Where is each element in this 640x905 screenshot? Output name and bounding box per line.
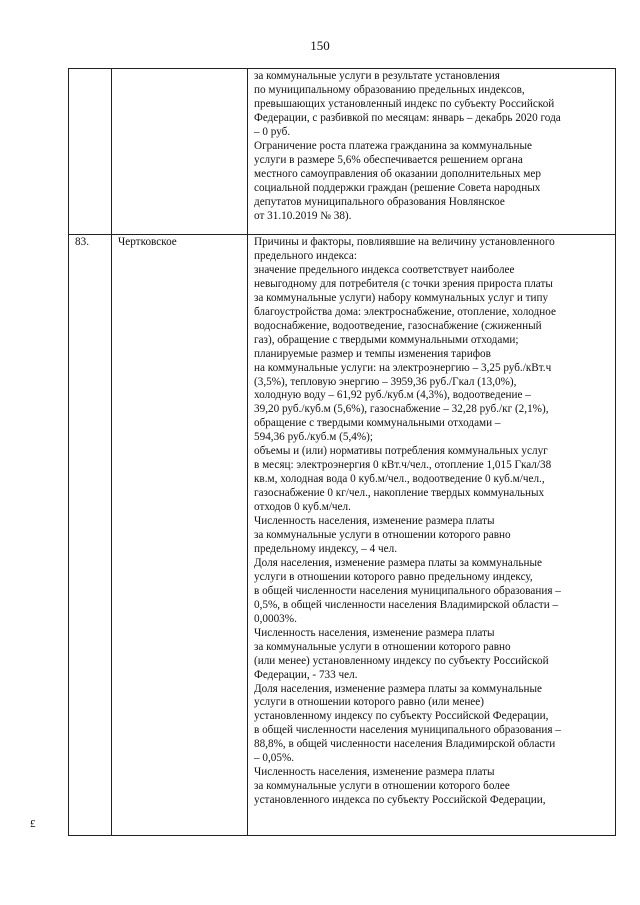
text-line: Доля населения, изменение размера платы за коммунальные: [254, 556, 542, 569]
description-text: [248, 69, 615, 223]
description-cell: [248, 69, 616, 235]
text-line: Численность населения, изменение размера платы: [254, 626, 495, 639]
text-line: газ), обращение с твердыми коммунальными отходами;: [254, 333, 519, 346]
text-line: обращение с твердыми коммунальными отходами –: [254, 417, 501, 430]
text-line: в месяц: электроэнергия 0 кВт.ч/чел., отопление 1,015 Гкал/38: [254, 459, 552, 472]
text-line: – 0 руб.: [254, 125, 291, 138]
document-table: [68, 68, 616, 836]
text-line: Причины и факторы, повлиявшие на величину установленного: [254, 236, 555, 248]
text-line: холодную воду – 61,92 руб./куб.м (4,3%), водоотведение –: [254, 389, 531, 402]
text-line: в общей численности населения муниципального образования –: [254, 584, 561, 597]
text-line: 88,8%, в общей численности населения Владимирской области: [254, 738, 556, 751]
text-line: значение предельного индекса соответствует наиболее: [254, 263, 515, 276]
text-line: объемы и (или) нормативы потребления коммунальных услуг: [254, 445, 548, 458]
text-line: планируемые размер и темпы изменения тарифов: [254, 347, 491, 360]
text-line: невыгодному для потребителя (с точки зрения прироста платы: [254, 277, 553, 290]
text-line: 39,20 руб./куб.м (5,6%), газоснабжение – 32,28 руб./кг (2,1%),: [254, 403, 549, 416]
text-line: Численность населения, изменение размера платы: [254, 515, 495, 528]
text-line: установленному индексу по субъекту Российской Федерации,: [254, 710, 549, 723]
table-row-83: [69, 235, 616, 836]
text-line: социальной поддержки граждан (решение Совета народных: [254, 181, 541, 194]
row-number-cell: [69, 235, 112, 836]
text-line: кв.м, холодная вода 0 куб.м/чел., водоотведение 0 куб.м/чел.,: [254, 473, 545, 486]
text-line: Ограничение роста платежа гражданина за коммунальные: [254, 139, 532, 152]
text-line: за коммунальные услуги в отношении которого равно: [254, 529, 511, 542]
text-line: 0,0003%.: [254, 612, 297, 625]
text-line: отходов 0 куб.м/чел.: [254, 501, 351, 514]
margin-mark: £: [30, 818, 36, 830]
text-line: превышающих установленный индекс по субъекту Российской: [254, 97, 555, 110]
text-line: за коммунальные услуги в отношении которого равно: [254, 640, 511, 653]
description-cell: [248, 235, 616, 836]
text-line: услуги в отношении которого равно предельному индексу,: [254, 570, 533, 583]
description-text: [248, 235, 615, 808]
text-line: депутатов муниципального образования Новлянское: [254, 195, 505, 208]
municipality-name-cell: [112, 235, 248, 836]
text-line: 594,36 руб./куб.м (5,4%);: [254, 431, 374, 444]
row-number: [69, 69, 111, 70]
text-line: услуги в размере 5,6% обеспечивается решением органа: [254, 153, 523, 166]
text-line: Численность населения, изменение размера платы: [254, 766, 495, 779]
municipality-name-cell: [112, 69, 248, 235]
row-number-cell: [69, 69, 112, 235]
text-line: местного самоуправления об оказании дополнительных мер: [254, 167, 541, 180]
row-number: 83.: [75, 236, 89, 248]
municipality-name: Чертковское: [118, 236, 177, 248]
text-line: – 0,05%.: [254, 752, 295, 765]
text-line: за коммунальные услуги в результате установления: [254, 70, 500, 82]
table-row-continuation: [69, 69, 616, 235]
municipality-name: [112, 69, 247, 70]
text-line: Федерации, - 733 чел.: [254, 668, 358, 681]
text-line: газоснабжение 0 кг/чел., накопление твердых коммунальных: [254, 487, 545, 500]
text-line: (3,5%), тепловую энергию – 3959,36 руб./Гкал (13,0%),: [254, 375, 517, 388]
text-line: за коммунальные услуги) набору коммунальных услуг и типу: [254, 291, 549, 304]
text-line: Федерации, с разбивкой по месяцам: январь – декабрь 2020 года: [254, 111, 561, 124]
text-line: благоустройства дома: электроснабжение, отопление, холодное: [254, 305, 556, 318]
text-line: водоснабжение, водоотведение, газоснабжение (сжиженный: [254, 319, 542, 332]
text-line: предельному индексу, – 4 чел.: [254, 542, 398, 555]
text-line: за коммунальные услуги в отношении которого более: [254, 780, 510, 793]
text-line: (или менее) установленному индексу по субъекту Российской: [254, 654, 549, 667]
text-line: предельного индекса:: [254, 249, 357, 262]
text-line: установленного индекса по субъекту Российской Федерации,: [254, 794, 546, 807]
text-line: на коммунальные услуги: на электроэнергию – 3,25 руб./кВт.ч: [254, 361, 552, 374]
text-line: в общей численности населения муниципального образования –: [254, 724, 561, 737]
text-line: по муниципальному образованию предельных индексов,: [254, 83, 525, 96]
text-line: от 31.10.2019 № 38).: [254, 209, 352, 222]
page-number: 150: [310, 38, 330, 53]
text-line: 0,5%, в общей численности населения Владимирской области –: [254, 598, 559, 611]
text-line: услуги в отношении которого равно (или менее): [254, 696, 484, 709]
text-line: Доля населения, изменение размера платы за коммунальные: [254, 682, 542, 695]
